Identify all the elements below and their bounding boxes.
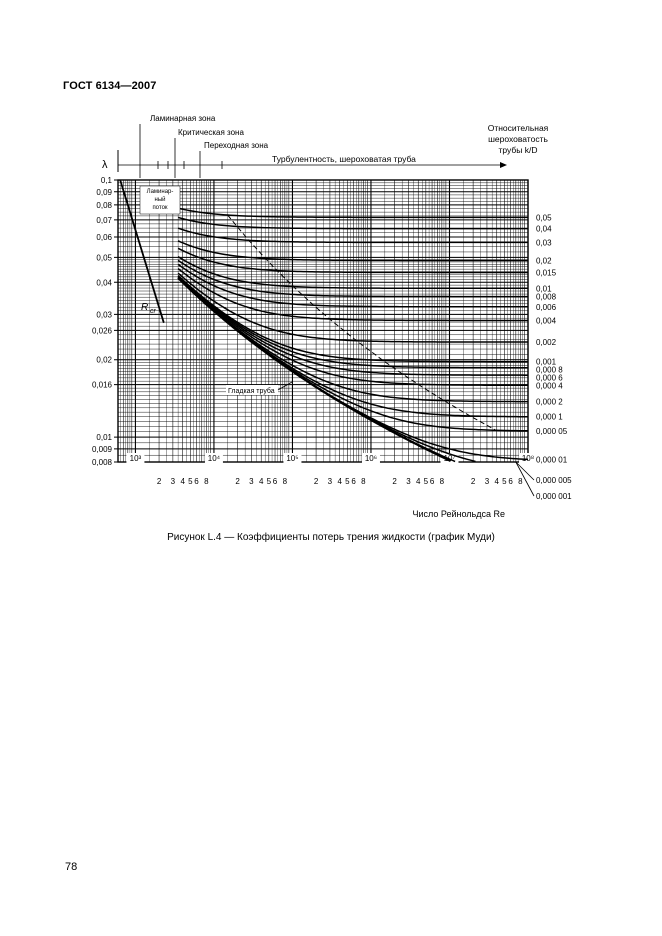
- zone-arrowhead: [500, 162, 507, 168]
- x-minor-label: 5: [423, 477, 429, 486]
- x-minor-label: 8: [518, 477, 523, 486]
- y-axis-label: λ: [102, 159, 108, 171]
- roughness-label: 0,000 1: [536, 412, 563, 422]
- x-minor-label: 8: [361, 477, 366, 486]
- x-minor-label: 8: [439, 477, 445, 486]
- x-minor-label: 3: [327, 477, 333, 486]
- rough-boundary-line: [228, 215, 496, 430]
- x-decade-label: 10⁷: [443, 454, 456, 463]
- laminar-flow-label: поток: [152, 205, 168, 211]
- roughness-label: 0,02: [536, 256, 552, 266]
- x-minor-label: 8: [282, 477, 288, 486]
- roughness-curve: [178, 278, 528, 417]
- x-minor-label: 5: [502, 477, 507, 486]
- y-tick-label: 0,009: [91, 444, 112, 454]
- x-minor-label: 5: [345, 477, 350, 486]
- x-minor-label: 6: [272, 477, 278, 486]
- figure-caption: Рисунок L.4 — Коэффициенты потерь трения жидкости (график Муди): [167, 532, 495, 543]
- x-minor-label: 5: [266, 477, 272, 486]
- roughness-label: 0,04: [536, 224, 552, 234]
- x-decade-label: 10⁵: [286, 454, 299, 463]
- zone-transition-label: Переходная зона: [204, 141, 269, 150]
- x-axis-label: Число Рейнольдса Re: [412, 509, 505, 519]
- x-minor-label: 4: [416, 477, 421, 486]
- y-tick-label: 0,09: [96, 187, 112, 197]
- y-tick-label: 0,008: [91, 458, 112, 467]
- roughness-label: 0,000 05: [536, 426, 568, 436]
- x-minor-label: 4: [258, 477, 264, 486]
- x-minor-label: 2: [470, 477, 476, 486]
- roughness-curve: [178, 278, 528, 459]
- rcr-label: R: [141, 302, 149, 313]
- roughness-label: 0,015: [536, 268, 557, 278]
- y-tick-label: 0,02: [96, 355, 112, 365]
- x-minor-label: 3: [484, 477, 490, 486]
- y-tick-label: 0,07: [96, 215, 112, 225]
- y-tick-label: 0,01: [96, 433, 112, 443]
- x-decade-label: 10⁸: [521, 454, 535, 463]
- x-minor-label: 6: [429, 477, 435, 486]
- roughness-label: 0,05: [536, 213, 552, 223]
- roughness-label: 0,002: [536, 338, 557, 348]
- x-minor-label: 3: [249, 477, 254, 486]
- right-axis-label: трубы k/D: [498, 145, 538, 155]
- y-tick-label: 0,05: [96, 253, 112, 263]
- roughness-label: 0,000 2: [536, 397, 563, 407]
- y-tick-label: 0,03: [96, 310, 112, 320]
- y-tick-label: 0,04: [96, 278, 112, 288]
- x-minor-label: 4: [180, 477, 185, 486]
- x-minor-label: 6: [508, 477, 513, 486]
- labels: [92, 114, 572, 519]
- x-minor-label: 2: [156, 477, 162, 486]
- y-tick-label: 0,08: [96, 200, 112, 210]
- x-minor-label: 6: [351, 477, 356, 486]
- x-minor-label: 3: [406, 477, 411, 486]
- x-minor-label: 4: [494, 477, 499, 486]
- roughness-curve: [178, 217, 528, 228]
- grid: [114, 180, 537, 463]
- x-minor-label: 3: [170, 477, 176, 486]
- x-minor-label: 8: [204, 477, 209, 486]
- laminar-flow-label: ный: [154, 197, 166, 203]
- roughness-label: 0,000 8: [536, 365, 563, 375]
- zone-critical-label: Критическая зона: [178, 128, 244, 137]
- roughness-label: 0,004: [536, 316, 557, 326]
- x-minor-label: 6: [194, 477, 199, 486]
- y-tick-label: 0,016: [91, 380, 112, 390]
- x-minor-label: 5: [188, 477, 193, 486]
- roughness-label: 0,006: [536, 302, 557, 312]
- x-minor-label: 2: [313, 477, 319, 486]
- y-tick-label: 0,1: [100, 176, 112, 185]
- roughness-label: 0,000 001: [536, 492, 572, 501]
- x-decade-label: 10⁴: [207, 454, 221, 463]
- zone-turbulent-label: Турбулентность, шероховатая труба: [272, 154, 416, 164]
- y-tick-label: 0,026: [91, 326, 112, 336]
- roughness-curve: [178, 269, 528, 321]
- roughness-curve: [178, 277, 528, 385]
- x-minor-label: 4: [337, 477, 342, 486]
- laminar-flow-label: Ламинар-: [146, 189, 174, 195]
- page-number: 78: [65, 861, 78, 873]
- y-tick-label: 0,06: [96, 233, 112, 243]
- x-decade-label: 10⁶: [364, 454, 378, 463]
- roughness-label: 0,000 4: [536, 381, 563, 391]
- rcr-sub-label: cr: [150, 308, 156, 315]
- roughness-label: 0,000 01: [536, 455, 568, 465]
- roughness-label: 0,000 005: [536, 476, 572, 485]
- roughness-curve: [178, 273, 528, 342]
- roughness-label: 0,01: [536, 284, 552, 294]
- zone-laminar-label: Ламинарная зона: [150, 114, 216, 123]
- roughness-label: 0,000 6: [536, 373, 563, 383]
- right-axis-label: шероховатость: [488, 134, 548, 144]
- roughness-label: 0,03: [536, 238, 552, 248]
- x-decade-label: 10³: [129, 454, 142, 463]
- x-minor-label: 2: [392, 477, 397, 486]
- roughness-curve: [178, 228, 528, 242]
- right-axis-label: Относительная: [487, 123, 549, 133]
- smooth-pipe-label: Гладкая труба: [228, 388, 275, 395]
- roughness-label: 0,008: [536, 292, 557, 302]
- x-minor-label: 2: [235, 477, 240, 486]
- roughness-label: 0,001: [536, 357, 557, 367]
- document-header: ГОСТ 6134—2007: [63, 80, 157, 92]
